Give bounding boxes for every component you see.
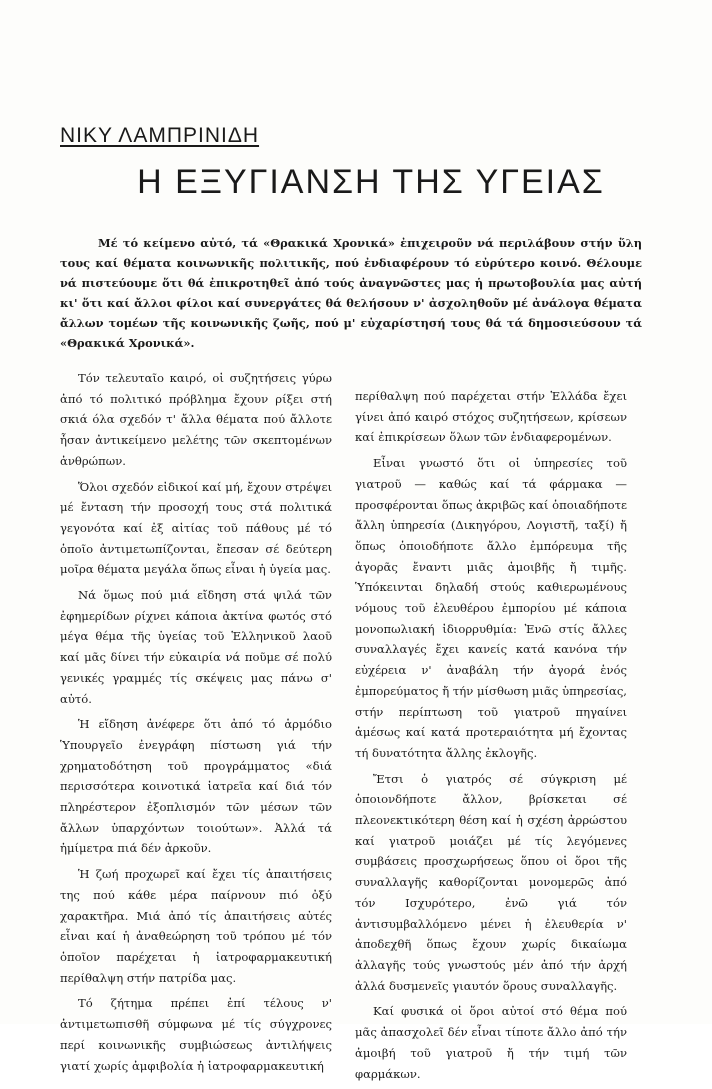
editorial-intro: Μέ τό κείμενο αὐτό, τά «Θρακικά Χρονικά» ἐπιχειροῦν νά περιλάβουν στήν ὕλη τους καί θέματα κοινωνικῆς πολιτικῆς, πού ἐνδιαφέρουν τό εὐρύτερο κοινό. Θέλουμε νά πιστεύουμε ὅτι θά ἐπικροτηθεῖ ἀπό τούς ἀναγνῶστες μας ἡ πρωτοβουλία μας αὐτή κι' ὅτι καί ἄλλοι φίλοι καί συνεργάτες θά θελήσουν ν' ἀσχοληθοῦν μέ ἀνάλογα θέματα ἄλλων τομέων τῆς κοινωνικῆς ζωῆς, πού μ' εὐχαρίστησή τους θά τά δημοσιεύσουν τά «Θρακικά Χρονικά». [60,236,642,350]
paragraph: Ἡ εἴδηση ἀνέφερε ὅτι ἀπό τό ἁρμόδιο Ὑπουργεῖο ἐνεγράφη πίστωση γιά τήν χρηματοδότηση τοῦ προγράμματος «διά περισσότερα κοινοτικά ἰατρεῖα καί διά τόν πληρέστερον ἐξοπλισμόν τῶν μέσων τῶν ἄλλων ὑπαρχόντων τοιούτων». Ἀλλά τά ἡμίμετρα πιά δέν ἀρκοῦν. [60,717,332,856]
paragraph: περίθαλψη πού παρέχεται στήν Ἑλλάδα ἔχει γίνει ἀπό καιρό στόχος συζητήσεων, κρίσεων καί ἐπικρίσεων ὅλων τῶν ἐνδιαφερομένων. [355,389,627,445]
paragraph: Καί φυσικά οἱ ὅροι αὐτοί στό θέμα πού μᾶς ἀπασχολεῖ δέν εἶναι τίποτε ἄλλο ἀπό τήν ἀμοιβή τοῦ γιατροῦ ἤ τήν τιμή τῶν φαρμάκων. [355,1004,627,1081]
left-column [60,368,332,1081]
author-name: ΝΙΚΥ ΛΑΜΠΡΙΝΙΔΗ [60,124,260,147]
paragraph: Εἶναι γνωστό ὅτι οἱ ὑπηρεσίες τοῦ γιατροῦ — καθώς καί τά φάρμακα — προσφέρονται ὅπως ἀκριβῶς καί ὁποιαδήποτε ἄλλη ὑπηρεσία (Δικηγόρου, Λογιστῆ, ταξί) ἤ ὅπως ὁποιοδήποτε ἄλλο ἐμπόρευμα τῆς ἀγορᾶς ἔναντι μιᾶς ἀμοιβῆς ἤ τιμῆς. Ὑπόκεινται δηλαδή στούς καθιερωμένους νόμους τοῦ ἐλευθέρου ἐμπορίου μέ κάποια μονοπωλιακή ἰδιορρυθμία: Ἐνῶ στίς ἄλλες συναλλαγές ἔχει κανείς κατά κανόνα τήν εὐχέρεια ν' ἀναβάλη τήν ἀγορά ἑνός ἐμπορεύματος ἤ τήν μίσθωση μιᾶς ὑπηρεσίας, στήν περίπτωση τοῦ γιατροῦ πηγαίνει ἀμέσως καί κατά προτεραιότητα μή ἔχοντας τή δυνατότητα ἄλλης ἐκλογῆς. [355,456,627,760]
paragraph: Ἔτσι ὁ γιατρός σέ σύγκριση μέ ὁποιονδήποτε ἄλλον, βρίσκεται σέ πλεονεκτικότερη θέση καί ἡ σχέση ἀρρώστου καί γιατροῦ μοιάζει μέ τίς λεγόμενες συμβάσεις προσχωρήσεως ὅπου οἱ ὅροι τῆς συναλλαγῆς καθορίζονται μονομερῶς ἀπό τόν Ισχυρότερο, ἐνῶ γιά τόν ἀντισυμβαλλόμενο μένει ἡ ἐλευθερία ν' ἀποδεχθῆ ὅπως ἔχουν χωρίς δικαίωμα ἀλλαγῆς τούς γνωστούς μέν ἀπό τήν ἀρχή ἀλλά δυσμενεῖς γιαυτόν ὅρους συναλλαγῆς. [355,771,627,993]
paragraph: Τό ζήτημα πρέπει ἐπί τέλους ν' ἀντιμετωπισθῆ σύμφωνα μέ τίς σύγχρονες περί κοινωνικῆς συμβιώσεως ἀντιλήψεις γιατί χωρίς ἀμφιβολία ἡ ἰατροφαρμακευτική [60,996,332,1073]
paragraph: Νά ὅμως πού μιά εἴδηση στά ψιλά τῶν ἐφημερίδων ρίχνει κάποια ἀκτίνα φωτός στό μέγα θέμα τῆς ὑγείας τοῦ Ἑλληνικοῦ λαοῦ καί μᾶς δίνει τήν εὐκαιρία νά ποῦμε σέ πολύ γενικές γραμμές τίς σκέψεις μας πάνω σ' αὐτό. [60,588,332,706]
article-title: Η ΕΞΥΓΙΑΝΣΗ ΤΗΣ ΥΓΕΙΑΣ [137,163,605,201]
paragraph: Ὅλοι σχεδόν εἰδικοί καί μή, ἔχουν στρέψει μέ ἔνταση τήν προσοχή τους στά πολιτικά γεγονότα καί ἐξ αἰτίας τοῦ πάθους μέ τό ὁποῖο ἀντιμετωπίζονται, ἔπεσαν σέ δεύτερη μοῖρα θέματα μεγάλα ὅπως εἶναι ἡ ὑγεία μας. [60,479,332,577]
right-column [355,386,627,1089]
paragraph: Τόν τελευταῖο καιρό, οἱ συζητήσεις γύρω ἀπό τό πολιτικό πρόβλημα ἔχουν ρίξει στή σκιά όλα σχεδόν τ' ἄλλα θέματα πού ἄλλοτε ἦσαν ἀντικείμενο μελέτης τῶν σκεπτομένων ἀνθρώπων. [60,371,332,468]
paragraph: Ἡ ζωή προχωρεῖ καί ἔχει τίς ἀπαιτήσεις της πού κάθε μέρα παίρνουν πιό ὀξύ χαρακτῆρα. Μιά ἀπό τίς ἀπαιτήσεις αὐτές εἶναι καί ἡ ἀναθεώρηση τοῦ τρόπου μέ τόν ὁποῖον παρέχεται ἡ ἰατροφαρμακευτική περίθαλψη στήν πατρίδα μας. [60,867,332,985]
